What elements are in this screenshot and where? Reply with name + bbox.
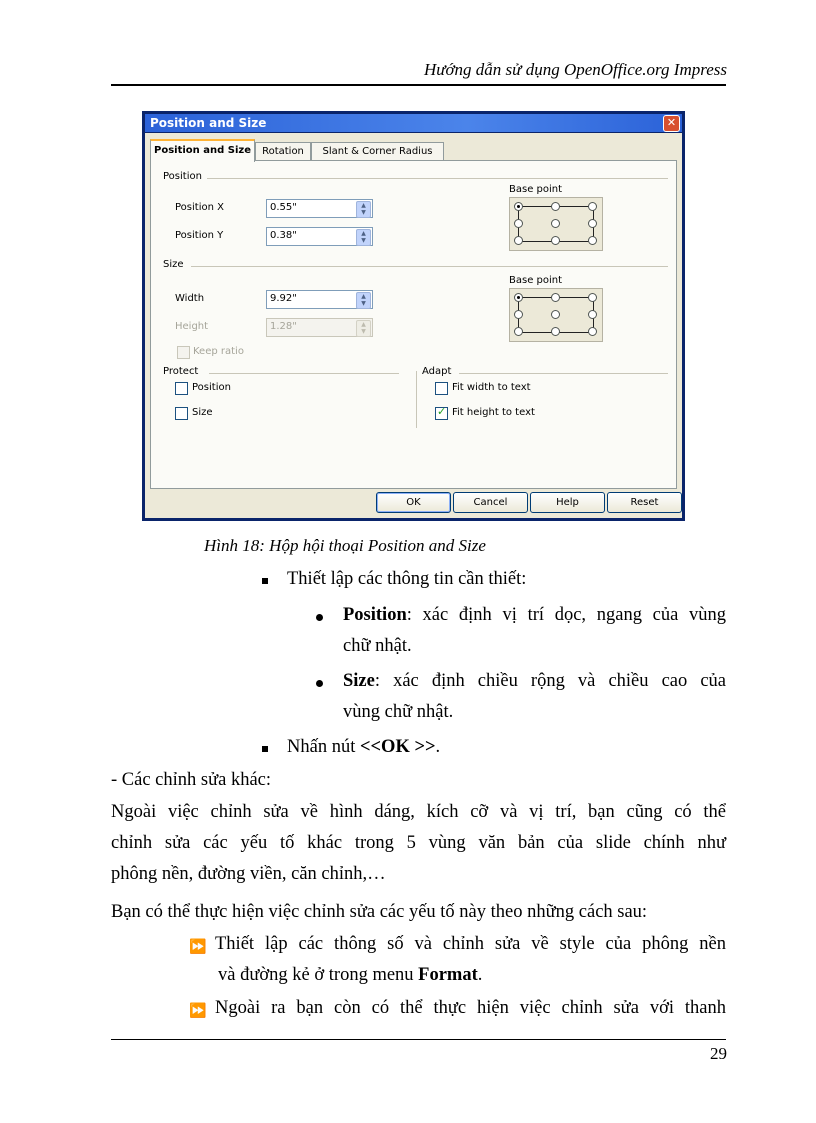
base-point-selector[interactable] xyxy=(509,288,603,342)
base-point-radio[interactable] xyxy=(588,293,597,302)
press-ok-prefix: Nhấn nút xyxy=(287,737,360,757)
position-desc-text: : xác định vị trí dọc, ngang của vùng xyxy=(406,605,726,625)
tab-position-and-size[interactable]: Position and Size xyxy=(150,139,255,162)
width-input[interactable] xyxy=(266,290,373,309)
keep-ratio-checkbox[interactable] xyxy=(177,346,190,359)
base-point-radio[interactable] xyxy=(551,310,560,319)
base-point-radio[interactable] xyxy=(588,236,597,245)
base-point-selector[interactable] xyxy=(509,197,603,251)
double-arrow-bullet-icon: ⏩ xyxy=(189,940,207,955)
spin-arrows-icon[interactable]: ▲ ▼ xyxy=(356,201,371,218)
spin-arrows-icon[interactable]: ▲ ▼ xyxy=(356,229,371,246)
size-group-label: Size xyxy=(163,259,184,270)
cancel-button[interactable]: Cancel xyxy=(453,492,528,513)
height-value: 1.28" xyxy=(270,321,297,332)
position-x-label: Position X xyxy=(175,202,224,213)
protect-position-checkbox[interactable] xyxy=(175,382,188,395)
dialog-title: Position and Size xyxy=(150,116,267,130)
arrow-item-line: Ngoài ra bạn còn có thể thực hiện việc chỉnh sửa với thanh xyxy=(215,998,726,1018)
height-label: Height xyxy=(175,321,209,332)
square-bullet-icon xyxy=(262,578,268,584)
dialog-body xyxy=(145,133,682,518)
base-point-radio[interactable] xyxy=(551,219,560,228)
width-value: 9.92" xyxy=(270,293,297,304)
double-arrow-bullet-icon: ⏩ xyxy=(189,1004,207,1019)
protect-group-label: Protect xyxy=(163,366,199,377)
tab-panel xyxy=(150,160,677,489)
position-x-input[interactable] xyxy=(266,199,373,218)
height-input[interactable] xyxy=(266,318,373,337)
protect-size-label: Size xyxy=(192,407,213,418)
dialog-titlebar[interactable] xyxy=(145,114,682,132)
position-y-value: 0.38" xyxy=(270,230,297,241)
arrow-item-line xyxy=(218,965,482,986)
paragraph-line: Ngoài việc chỉnh sửa về hình dáng, kích cỡ và vị trí, bạn cũng có thể xyxy=(111,802,726,822)
header-rule xyxy=(111,84,726,86)
divider xyxy=(191,266,668,267)
arrow-item-line: Thiết lập các thông số và chỉnh sửa về style của phông nền xyxy=(215,934,726,954)
adapt-group-label: Adapt xyxy=(422,366,452,377)
size-description-continued: vùng chữ nhật. xyxy=(343,702,454,722)
format-suffix: . xyxy=(477,965,483,985)
spin-arrows-icon[interactable]: ▲ ▼ xyxy=(356,292,371,309)
divider xyxy=(209,373,399,374)
base-point-radio[interactable] xyxy=(551,293,560,302)
divider xyxy=(207,178,668,179)
base-point-label: Base point xyxy=(509,184,563,195)
position-term: Position xyxy=(343,605,407,625)
fit-height-checkbox[interactable] xyxy=(435,407,448,420)
base-point-radio[interactable] xyxy=(514,327,523,336)
spin-arrows-icon[interactable]: ▲ ▼ xyxy=(356,320,371,337)
keep-ratio-label: Keep ratio xyxy=(193,346,244,357)
position-y-label: Position Y xyxy=(175,230,224,241)
size-desc-text: : xác định chiều rộng và chiều cao của xyxy=(374,671,726,691)
page-header-title: Hướng dẫn sử dụng OpenOffice.org Impress xyxy=(423,60,727,79)
base-point-radio[interactable] xyxy=(551,327,560,336)
paragraph-line: Bạn có thể thực hiện việc chỉnh sửa các yếu tố này theo những cách sau: xyxy=(111,902,648,922)
ok-button[interactable]: OK xyxy=(376,492,451,513)
ok-keyword: <<OK >> xyxy=(359,737,436,757)
width-label: Width xyxy=(175,293,205,304)
base-point-radio[interactable] xyxy=(588,310,597,319)
figure-caption: Hình 18: Hộp hội thoại Position and Size xyxy=(204,536,486,555)
fit-width-label: Fit width to text xyxy=(452,382,531,393)
press-ok-suffix: . xyxy=(435,737,441,757)
base-point-radio[interactable] xyxy=(551,236,560,245)
format-prefix: và đường kẻ ở trong menu xyxy=(218,965,419,985)
fit-width-checkbox[interactable] xyxy=(435,382,448,395)
paragraph-line: phông nền, đường viền, căn chỉnh,… xyxy=(111,864,386,884)
base-point-label: Base point xyxy=(509,275,563,286)
press-ok-item xyxy=(287,737,440,758)
tab-rotation[interactable]: Rotation xyxy=(255,142,311,160)
position-group-label: Position xyxy=(163,171,202,182)
divider xyxy=(416,371,417,428)
dot-bullet-icon xyxy=(316,680,323,687)
bullet-item: Thiết lập các thông tin cần thiết: xyxy=(287,569,527,589)
position-description-continued: chữ nhật. xyxy=(343,636,412,656)
close-icon[interactable]: ✕ xyxy=(663,115,680,132)
protect-size-checkbox[interactable] xyxy=(175,407,188,420)
base-point-radio[interactable] xyxy=(514,202,523,211)
footer-rule xyxy=(111,1039,726,1040)
position-x-value: 0.55" xyxy=(270,202,297,213)
protect-position-label: Position xyxy=(192,382,231,393)
help-button[interactable]: Help xyxy=(530,492,605,513)
page-number: 29 xyxy=(710,1044,727,1063)
base-point-radio[interactable] xyxy=(514,310,523,319)
base-point-radio[interactable] xyxy=(588,219,597,228)
format-keyword: Format xyxy=(418,965,478,985)
tab-slant-corner-radius[interactable]: Slant & Corner Radius xyxy=(311,142,444,160)
base-point-radio[interactable] xyxy=(588,327,597,336)
base-point-radio[interactable] xyxy=(551,202,560,211)
divider xyxy=(459,373,668,374)
position-description xyxy=(343,605,726,626)
size-description xyxy=(343,671,726,692)
base-point-radio[interactable] xyxy=(514,219,523,228)
position-y-input[interactable] xyxy=(266,227,373,246)
size-term: Size xyxy=(343,671,375,691)
square-bullet-icon xyxy=(262,746,268,752)
base-point-radio[interactable] xyxy=(588,202,597,211)
base-point-radio[interactable] xyxy=(514,293,523,302)
fit-height-label: Fit height to text xyxy=(452,407,535,418)
other-edits-heading: - Các chỉnh sửa khác: xyxy=(111,770,272,790)
reset-button[interactable]: Reset xyxy=(607,492,682,513)
paragraph-line: chỉnh sửa các yếu tố khác trong 5 vùng văn bản của slide chính như xyxy=(111,833,726,853)
base-point-radio[interactable] xyxy=(514,236,523,245)
dot-bullet-icon xyxy=(316,614,323,621)
position-size-dialog xyxy=(142,111,685,521)
